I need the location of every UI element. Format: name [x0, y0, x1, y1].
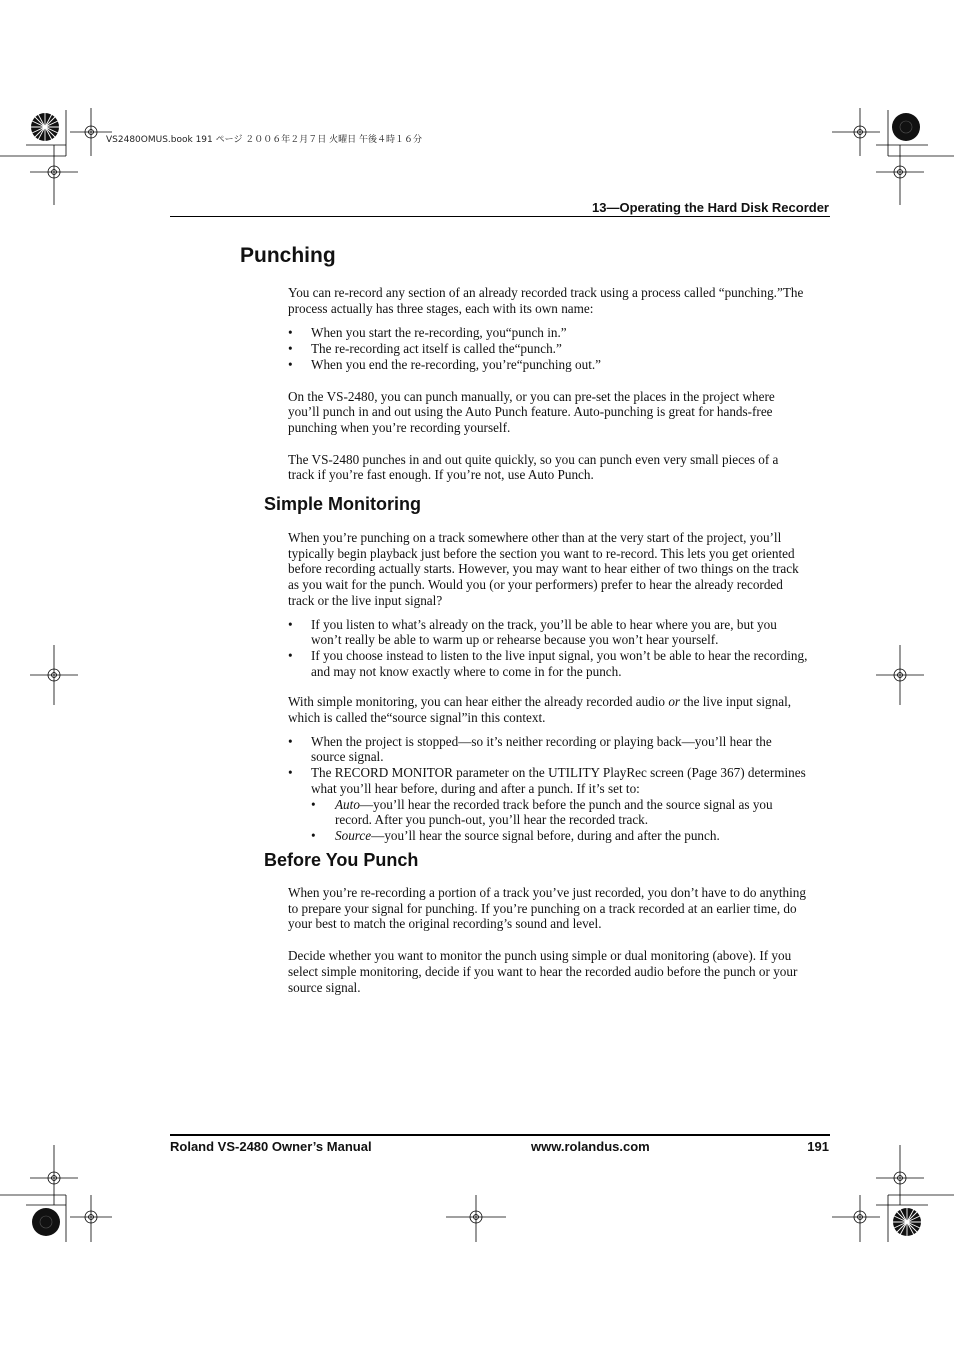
list-item — [311, 797, 808, 828]
list-item: • When the project is stopped—so it’s neither recording or playing back—you’ll hear the source signal. — [288, 734, 808, 765]
list-item-text: —you’ll hear the source signal before, during and after the punch. — [371, 827, 720, 843]
section-heading-before-you-punch: Before You Punch — [264, 850, 419, 870]
intro-section — [288, 285, 808, 483]
section-heading-simple-monitoring: Simple Monitoring — [264, 494, 421, 514]
term: Auto — [335, 796, 360, 812]
list-item: • If you choose instead to listen to the live input signal, you won’t be able to hear the recording, and may not know exactly where to come in for the punch. — [288, 648, 808, 679]
text-run: With simple monitoring, you can hear either the already recorded audio — [288, 694, 669, 710]
list-item — [311, 828, 808, 844]
paragraph: On the VS-2480, you can punch manually, or you can pre-set the places in the project where you’ll punch in and out using the Auto Punch feature. Auto-punching is great for hands-free punching when you’re recording yourself. — [288, 388, 775, 435]
paragraph: Decide whether you want to monitor the punch using simple or dual monitoring (above). If you select simple monitoring, decide if you want to hear the recorded audio before the punch or your source signal. — [288, 948, 798, 995]
list-item: • When you start the re-recording, you“punch in.” — [288, 325, 808, 341]
list-item: • When you end the re-recording, you’re“punching out.” — [288, 357, 808, 373]
list-item-text: The RECORD MONITOR parameter on the UTILITY PlayRec screen (Page 367) determines what you’ll hear before, during and after a punch. If it’s set to: — [311, 765, 806, 796]
bullet-list — [288, 734, 808, 797]
paragraph: When you’re re-recording a portion of a track you’ve just recorded, you don’t have to do anything to prepare your signal for punching. If you’re punching on a track recorded at an earlier time, do your best to match the original recording’s sound and level. — [288, 885, 806, 932]
print-info: VS2480OMUS.book 191 ページ ２００６年２月７日 火曜日 午後４時１６分 — [106, 135, 423, 145]
simple-monitoring-section — [288, 530, 808, 844]
paragraph: The VS-2480 punches in and out quite quickly, so you can punch even very small pieces of a track if you’re fast enough. If you’re not, use Auto Punch. — [288, 451, 779, 483]
sub-bullet-list — [311, 797, 808, 844]
term: Source — [335, 827, 372, 843]
list-item — [288, 765, 808, 796]
footer-url: www.rolandus.com — [531, 1139, 650, 1154]
header-rule — [170, 216, 830, 217]
list-item-text: —you’ll hear the recorded track before the punch and the source signal as you record. After you punch-out, you’ll hear the recorded track. — [335, 796, 773, 828]
bullet-list — [288, 617, 808, 680]
list-item: • If you listen to what’s already on the track, you’ll be able to hear where you are, but you won’t really be able to warm up or rehearse because you won’t hear yourself. — [288, 617, 808, 648]
paragraph: When you’re punching on a track somewhere other than at the very start of the project, you’ll typically begin playback just before the section you want to re-record. This lets you get oriented before recording actually starts. However, you may want to hear either of two things on the track as you wait for the punch. Would you (or your performers) prefer to hear the already recorded track or the live input signal? — [288, 530, 799, 608]
chapter-header: 13—Operating the Hard Disk Recorder — [592, 200, 829, 215]
footer-rule — [170, 1134, 830, 1136]
emphasis: or — [668, 694, 681, 710]
text-run: the live input signal, which is called the“source signal”in this context. — [288, 694, 792, 726]
paragraph: You can re-record any section of an already recorded track using a process called “punching.”The process actually has three stages, each with its own name: — [288, 285, 804, 316]
footer-manual-title: Roland VS-2480 Owner’s Manual — [170, 1139, 372, 1154]
bullet-list — [288, 325, 808, 372]
page-title: Punching — [240, 244, 336, 267]
page-number: 191 — [807, 1139, 829, 1154]
before-you-punch-section — [288, 885, 808, 995]
paragraph — [288, 694, 808, 725]
list-item: • The re-recording act itself is called the“punch.” — [288, 341, 808, 357]
